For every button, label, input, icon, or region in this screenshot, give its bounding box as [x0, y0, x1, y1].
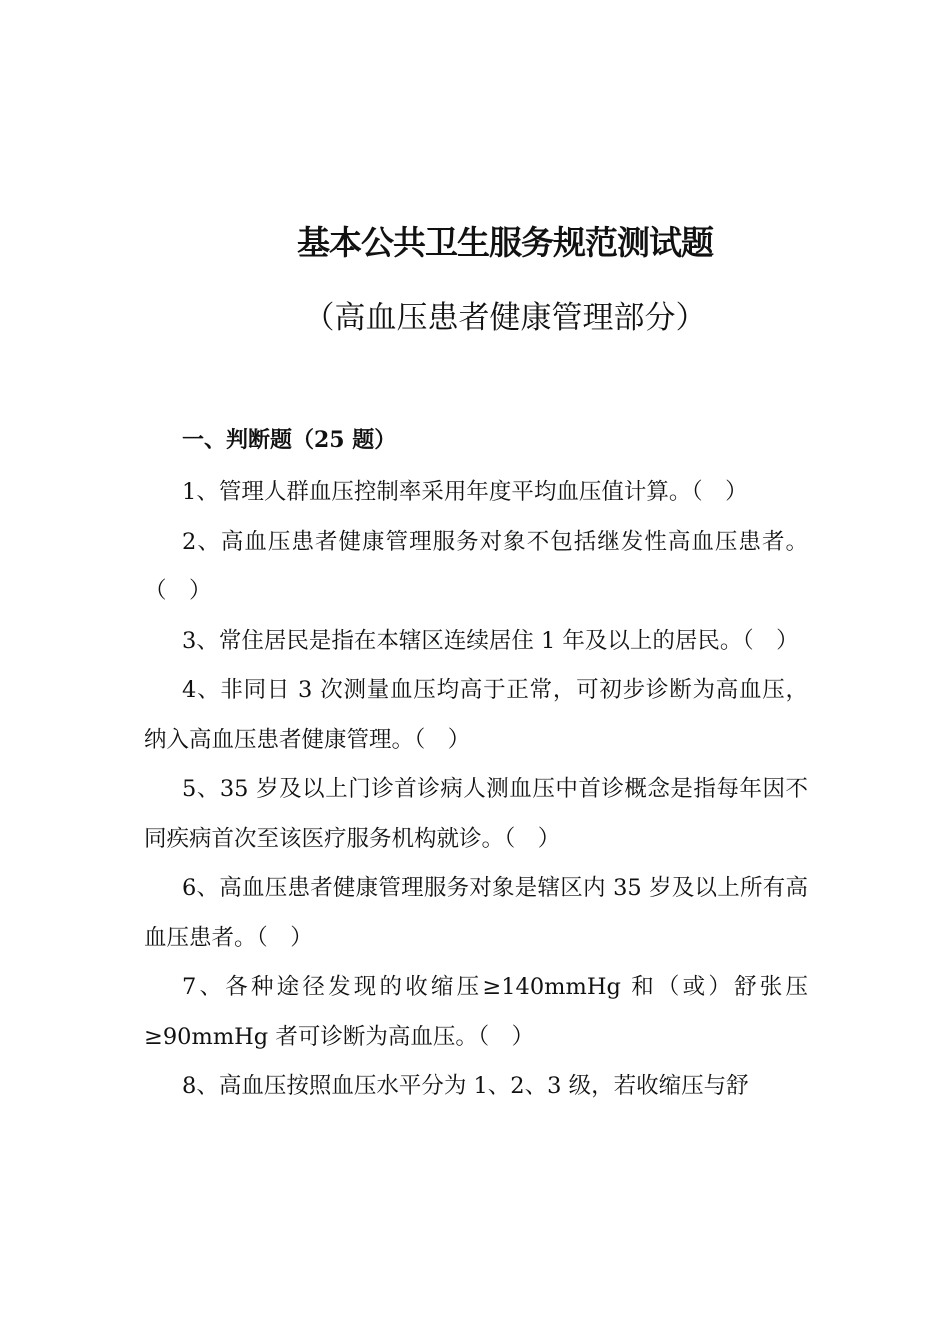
section-heading: 一、判断题（25 题） [182, 427, 397, 453]
question-item: 3、常住居民是指在本辖区连续居住 1 年及以上的居民。（ ） [182, 627, 799, 654]
question-item: 1、管理人群血压控制率采用年度平均血压值计算。（ ） [182, 479, 748, 505]
question-item: 4、非同日 3 次测量血压均高于正常，可初步诊断为高血压，纳入高血压患者健康管理。（ ） [144, 677, 808, 753]
question-item: 2、高血压患者健康管理服务对象不包括继发性高血压患者。（ ） [144, 528, 808, 604]
question-item: 7、各种途径发现的收缩压≥140mmHg 和（或）舒张压≥90mmHg 者可诊断为高血压。（ ） [144, 974, 808, 1050]
question-item: 8、高血压按照血压水平分为 1、2、3 级，若收缩压与舒 [182, 1073, 749, 1099]
document-subtitle: （高血压患者健康管理部分） [303, 300, 707, 336]
document-title: 基本公共卫生服务规范测试题 [297, 223, 713, 262]
question-list [144, 468, 808, 1112]
question-item: 5、35 岁及以上门诊首诊病人测血压中首诊概念是指每年因不同疾病首次至该医疗服务机构就诊。（ ） [144, 776, 808, 852]
question-item: 6、高血压患者健康管理服务对象是辖区内 35 岁及以上所有高血压患者。（ ） [144, 875, 808, 951]
